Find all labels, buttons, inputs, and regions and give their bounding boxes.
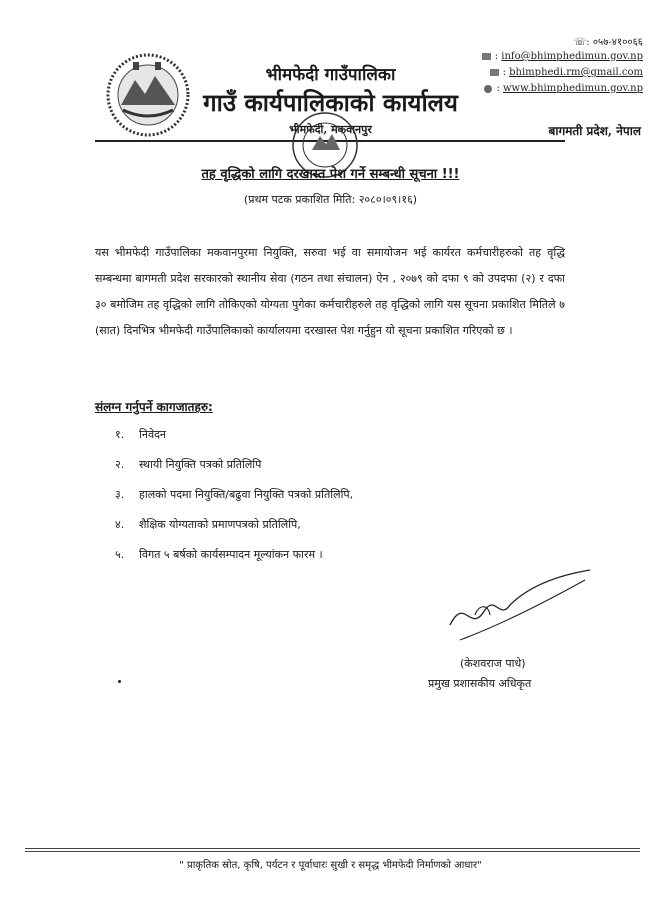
office-name: गाउँ कार्यपालिकाको कार्यालय <box>203 88 458 117</box>
website-contact: : www.bhimphedimun.gov.np <box>484 83 643 94</box>
email-address-2[interactable]: bhimphedi.rm@gmail.com <box>509 67 643 78</box>
signatory-name: (केशवराज पाधे) <box>460 657 526 670</box>
attachments-heading: संलग्न गर्नुपर्ने कागजातहरु: <box>95 400 213 414</box>
list-item: २. स्थायी नियुक्ति पत्रको प्रतिलिपि <box>115 458 262 471</box>
list-item: ५. विगत ५ बर्षको कार्यसम्पादन मूल्यांकन फारम । <box>115 548 323 561</box>
list-item: १. निवेदन <box>115 428 167 441</box>
email-icon <box>482 53 491 60</box>
list-item: ३. हालको पदमा नियुक्ति/बढुवा नियुक्ति पत्रको प्रतिलिपि, <box>115 488 354 501</box>
signature-mark <box>440 565 600 650</box>
list-item: ४. शैक्षिक योग्यताको प्रमाणपत्रको प्रतिलिपि, <box>115 518 301 531</box>
phone-contact: ☏: ०५७-४१००६६ <box>573 37 643 48</box>
phone-icon: ☏ <box>573 37 587 48</box>
org-name: भीमफेदी गाउँपालिका <box>265 65 396 85</box>
signatory-title: प्रमुख प्रशासकीय अधिकृत <box>428 677 532 690</box>
footer-divider <box>25 848 640 854</box>
publish-date: (प्रथम पटक प्रकाशित मिति: २०८०।०९।१६) <box>243 193 418 206</box>
notice-subject: तह वृद्धिको लागि दरखास्त पेश गर्ने सम्बन्धी सूचना !!! <box>201 167 460 182</box>
website-link[interactable]: www.bhimphedimun.gov.np <box>503 83 643 94</box>
email-address-1[interactable]: info@bhimphedimun.gov.np <box>501 51 643 62</box>
email-contact-1: : info@bhimphedimun.gov.np <box>482 51 643 62</box>
office-address: भीमफेदी, मकवानपुर <box>289 123 372 136</box>
email-contact-2: : bhimphedi.rm@gmail.com <box>490 67 643 78</box>
notice-body: यस भीमफेदी गाउँपालिका मकवानपुरमा नियुक्ति, सरुवा भई वा समायोजन भई कार्यरत कर्मचारीहरुको तह वृद्धि सम्बन्धमा बागमती प्रदेश सरकारको स्थानीय सेवा (गठन तथा संचालन) ऐन , २०७९ को दफा ९ को उपदफा (२) र दफा ३० बमोजिम तह वृद्धिको लागि तोकिएको योग्यता पुगेका कर्मचारीहरुले तह वृद्धिको लागि यस सूचना प्रकाशित मितिले ७ (सात) दिनभित्र भीमफेदी गाउँपालिकाको कार्यालयमा दरखास्त पेश गर्नुहुन यो सूचना प्रकाशित गरिएको छ । <box>95 246 565 337</box>
stray-dot <box>118 680 121 683</box>
province-label: बागमती प्रदेश, नेपाल <box>548 124 641 138</box>
footer-motto: " प्राकृतिक स्रोत, कृषि, पर्यटन र पूर्वाधारः सुखी र समृद्ध भीमफेदी निर्माणको आधार" <box>179 860 482 871</box>
attachments-list <box>115 420 353 570</box>
phone-number: ०५७-४१००६६ <box>592 37 643 48</box>
